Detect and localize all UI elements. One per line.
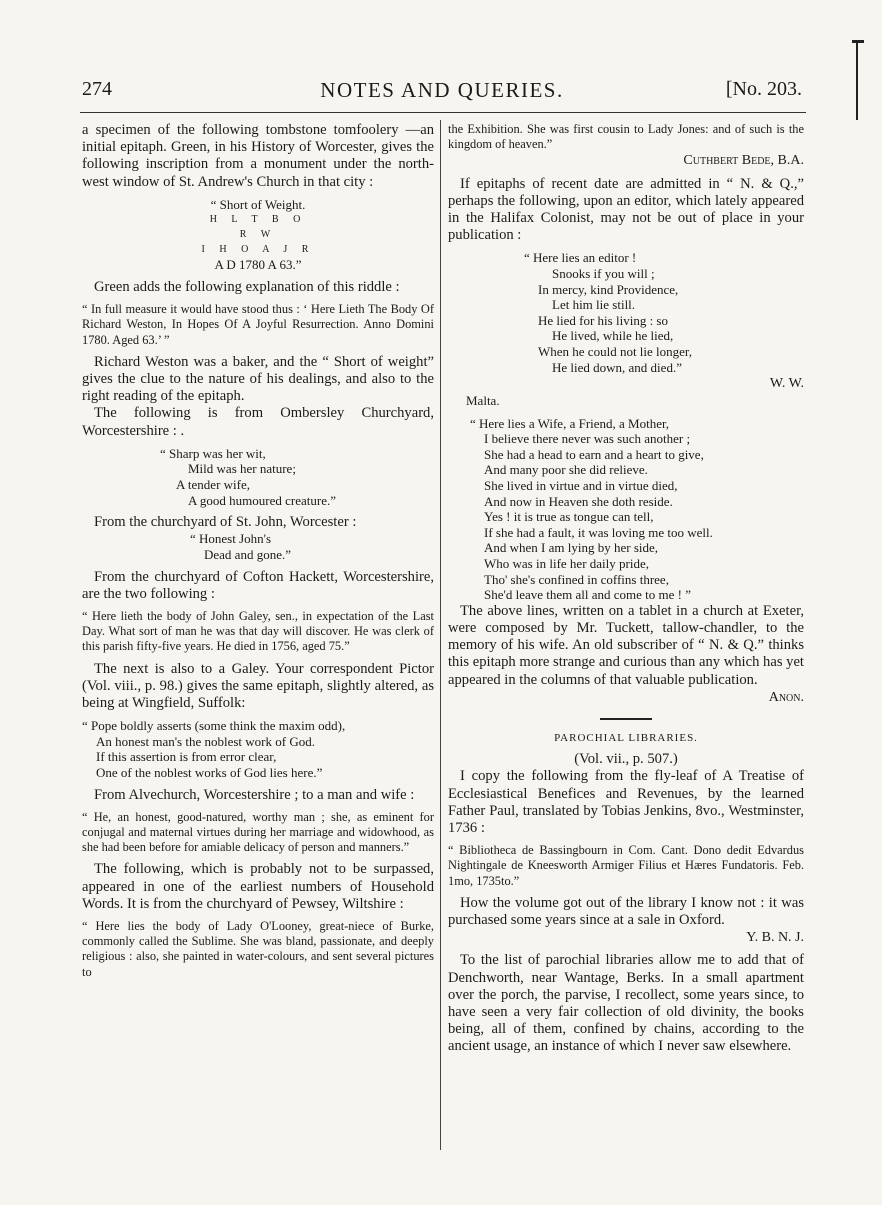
page-number: 274 xyxy=(82,78,112,100)
verse-line: “ Pope boldly asserts (some think the maxim odd), xyxy=(82,718,346,734)
paragraph: The next is also to a Galey. Your correspondent Pictor (Vol. viii., p. 98.) gives the same epitaph, slightly altered, as being at Wingfield, Suffolk: xyxy=(82,660,434,712)
left-column xyxy=(82,122,434,980)
paragraph: I copy the following from the fly-leaf of A Treatise of Ecclesiastical Benefices and Revenues, by the learned Father Paul, translated by Tobias Jenkins, 8vo., Westminster, 1736 : xyxy=(448,768,804,836)
paragraph: From Alvechurch, Worcestershire ; to a man and wife : xyxy=(94,786,415,803)
verse-line: She had a head to earn and a heart to give, xyxy=(484,446,704,462)
signature: Anon. xyxy=(768,689,804,705)
signature: W. W. xyxy=(769,376,804,392)
paragraph: Richard Weston was a baker, and the “ Short of weight” gives the clue to the nature of his dealings, and also to the right reading of the epitaph. xyxy=(82,353,434,405)
header-rule xyxy=(80,112,806,113)
quotation: “ In full measure it would have stood thus : ‘ Here Lieth The Body Of Richard Weston, In Hopes Of A Joyful Resurrection. Anno Domini 1780. Aged 63.’ ” xyxy=(82,302,434,347)
verse-line: Yes ! it is true as tongue can tell, xyxy=(484,509,654,525)
verse-line: Mild was her nature; xyxy=(188,461,296,477)
signature: Y. B. N. J. xyxy=(746,930,804,946)
inscription-line: A D 1780 A 63.” xyxy=(214,257,302,273)
inscription-line: H L T B O xyxy=(209,214,307,226)
column-divider xyxy=(440,120,441,1150)
verse-line: In mercy, kind Providence, xyxy=(538,281,679,297)
paragraph: From the churchyard of St. John, Worcester : xyxy=(94,514,357,531)
signature: Cuthbert Bede, B.A. xyxy=(683,153,804,169)
verse xyxy=(82,531,434,562)
paragraph: If epitaphs of recent date are admitted in “ N. & Q.,” perhaps the following, upon an editor, which lately appeared in the Halifax Colonist, may not be out of place in your publication : xyxy=(448,175,804,244)
paragraph: How the volume got out of the library I know not : it was purchased some years since at a sale in Oxford. xyxy=(448,894,804,928)
paragraph: a specimen of the following tombstone tomfoolery —an initial epitaph. Green, in his History of Worcester, gives the following inscription from a monument under the north-west window of St. Andrew's Church in that city : xyxy=(82,122,434,190)
journal-title: NOTES AND QUERIES. xyxy=(320,78,564,102)
verse-line: She lived in virtue and in virtue died, xyxy=(484,477,678,493)
verse-line: Snooks if you will ; xyxy=(552,266,655,282)
verse-line: Dead and gone.” xyxy=(204,547,291,562)
verse-line: When he could not lie longer, xyxy=(538,343,692,359)
issue-number: [No. 203. xyxy=(725,78,802,100)
paragraph: From the churchyard of Cofton Hackett, Worcestershire, are the two following : xyxy=(82,568,434,602)
verse-line: If this assertion is from error clear, xyxy=(96,749,277,765)
paragraph: The following, which is probably not to be surpassed, appeared in one of the earliest numbers of Household Words. It is from the churchyard of Pewsey, Wiltshire : xyxy=(82,861,434,912)
verse-line: She'd leave them all and come to me ! ” xyxy=(484,587,692,603)
quotation: “ Here lies the body of Lady O'Looney, great-niece of Burke, commonly called the Sublime. She was bland, passionate, and deeply religious : also, she painted in water-colours, and sent several pictures to xyxy=(82,919,434,979)
verse-line: Who was in life her daily pride, xyxy=(484,555,649,571)
verse xyxy=(82,446,434,508)
inscription xyxy=(82,197,434,273)
verse-line: “ Sharp was her wit, xyxy=(160,445,266,461)
right-column xyxy=(448,122,804,1056)
paragraph: Green adds the following explanation of this riddle : xyxy=(94,279,400,295)
verse-line: He lied down, and died.” xyxy=(552,359,682,375)
verse-line: A tender wife, xyxy=(176,477,251,493)
paragraph: The above lines, written on a tablet in a church at Exeter, were composed by Mr. Tuckett, tallow-chandler, to the memory of his wife. An old subscriber of “ N. & Q.” thinks this epitaph more strange and curious than any which has yet appeared in the columns of that valuable publication. xyxy=(448,602,804,688)
verse-line: An honest man's the noblest work of God. xyxy=(96,733,315,749)
verse xyxy=(82,718,434,780)
inscription-line: I H O A J R xyxy=(201,244,315,256)
verse-line: A good humoured creature.” xyxy=(188,492,337,508)
verse-line: And many poor she did relieve. xyxy=(484,462,648,478)
verse-line: And when I am lying by her side, xyxy=(484,540,659,556)
inscription-line: R W xyxy=(239,229,277,241)
verse-line: And now in Heaven she doth reside. xyxy=(484,493,673,509)
verse xyxy=(448,416,804,603)
verse-line: I believe there never was such another ; xyxy=(484,431,691,447)
place-line: Malta. xyxy=(466,393,500,409)
quotation: “ Bibliotheca de Bassingbourn in Com. Cant. Dono dedit Edvardus Nightingale de Kneesworth Armiger Filius et Hæres Fundatoris. Feb. 1mo, 1735to.” xyxy=(448,843,804,888)
paragraph: To the list of parochial libraries allow me to add that of Denchworth, near Wantage, Berks. In a small apartment over the porch, the parvise, I recollect, some years since, to have seen a very fair collection of old divinity, the books being, all of them, confined by chains, according to the ancient usage, an instance of which I never saw elsewhere. xyxy=(448,952,804,1055)
quotation: “ He, an honest, good-natured, worthy man ; she, as eminent for conjugal and maternal virtues during her marriage and widowhood, as she had been before for amiable delicacy of person and manners.” xyxy=(82,809,434,855)
verse-line: He lied for his living : so xyxy=(538,312,668,328)
verse-line: “ Honest John's xyxy=(190,531,272,547)
binding-mark xyxy=(852,40,864,43)
verse-line: Tho' she's confined in coffins three, xyxy=(484,571,669,587)
paragraph: The following is from Ombersley Churchyard, Worcestershire : . xyxy=(82,405,434,439)
binding-mark xyxy=(856,40,858,120)
running-header xyxy=(82,78,802,108)
verse-line: “ Here lies an editor ! xyxy=(524,250,637,266)
verse-line: One of the noblest works of God lies here.” xyxy=(96,765,323,780)
inscription-line: “ Short of Weight. xyxy=(210,196,306,212)
section-divider xyxy=(600,718,652,720)
quotation: the Exhibition. She was first cousin to Lady Jones: and of such is the kingdom of heaven.” xyxy=(448,122,804,152)
verse xyxy=(448,250,804,375)
section-reference: (Vol. vii., p. 507.) xyxy=(574,751,678,768)
verse-line: He lived, while he lied, xyxy=(552,328,674,344)
quotation: “ Here lieth the body of John Galey, sen., in expectation of the Last Day. What sort of man he was that day will discover. He was clerk of this parish fifty-five years. He died in 1756, aged 75.” xyxy=(82,609,434,654)
verse-line: If she had a fault, it was loving me too well. xyxy=(484,524,713,540)
verse-line: “ Here lies a Wife, a Friend, a Mother, xyxy=(470,415,670,431)
section-heading: PAROCHIAL LIBRARIES. xyxy=(554,731,698,744)
verse-line: Let him lie still. xyxy=(552,297,636,313)
